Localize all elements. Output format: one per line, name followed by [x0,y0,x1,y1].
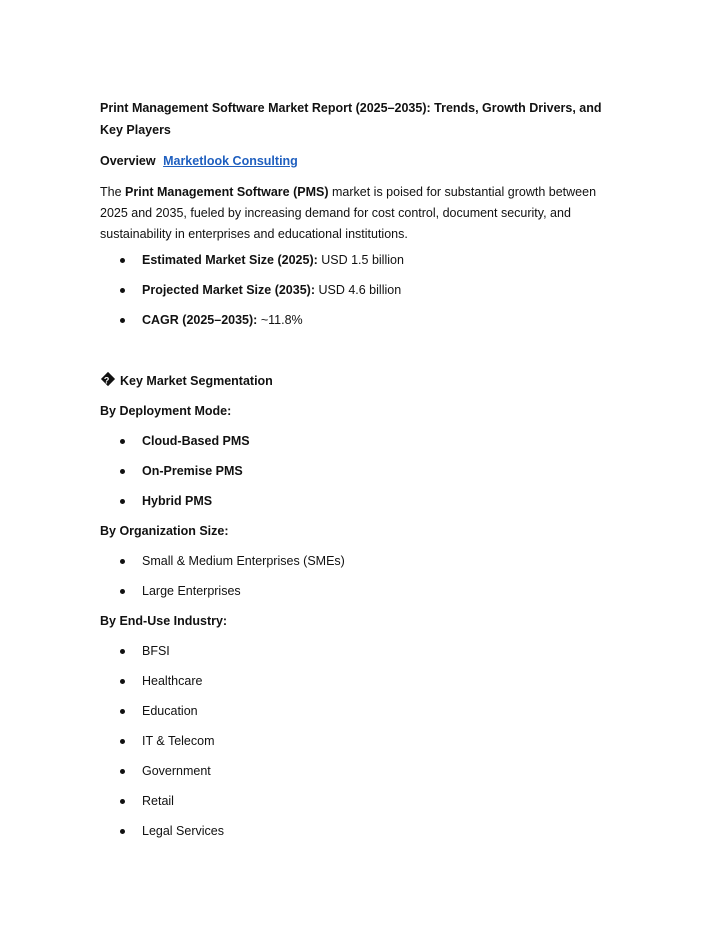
stat-label: CAGR (2025–2035): [142,313,258,327]
list-item [120,671,224,701]
item-text: Legal Services [142,824,224,838]
item-text: Government [142,764,211,778]
overview-label: Overview [100,154,156,168]
list-item [120,761,224,791]
intro-rest: market is poised for substantial growth between 2025 and 2035, fueled by increasing demand for cost control, document security, and sustainability in enterprises and educational institutions. [100,185,597,241]
item-text: Hybrid PMS [142,494,213,508]
stats-list [120,250,404,340]
item-text: Large Enterprises [142,584,241,598]
item-text: Healthcare [142,674,203,688]
item-text: Cloud-Based PMS [142,434,250,448]
list-item [120,821,224,851]
list-item [120,431,250,461]
item-text: Small & Medium Enterprises (SMEs) [142,554,345,568]
stat-label: Estimated Market Size (2025): [142,253,318,267]
intro-lead: The [100,185,126,199]
list-item [120,280,404,310]
overview-line [100,151,298,171]
list-item [120,701,224,731]
item-text: BFSI [142,644,170,658]
deployment-list [120,431,250,521]
list-item [120,461,250,491]
list-item [120,581,345,611]
list-item [120,731,224,761]
item-text: Retail [142,794,174,808]
list-item [120,310,404,340]
intro-paragraph [100,182,620,245]
segmentation-heading [100,371,273,391]
diamond-icon [101,372,115,386]
stat-value: USD 4.6 billion [315,283,402,297]
list-item [120,491,250,521]
list-item [120,250,404,280]
intro-bold: Print Management Software (PMS) [125,185,329,199]
item-text: Education [142,704,198,718]
stat-value: USD 1.5 billion [317,253,404,267]
list-item [120,791,224,821]
marketlook-link[interactable]: Marketlook Consulting [163,154,298,168]
page-title: Print Management Software Market Report (2025–2035): Trends, Growth Drivers, and Key Players [100,101,602,137]
item-text: IT & Telecom [142,734,215,748]
deployment-heading: By Deployment Mode: [100,404,232,418]
end-use-list [120,641,224,851]
org-size-heading: By Organization Size: [100,524,229,538]
end-use-heading: By End-Use Industry: [100,614,228,628]
list-item [120,641,224,671]
stat-label: Projected Market Size (2035): [142,283,315,297]
segmentation-heading-text: Key Market Segmentation [120,374,273,388]
stat-value: ~11.8% [257,313,303,327]
list-item [120,551,345,581]
org-size-list [120,551,345,611]
item-text: On-Premise PMS [142,464,243,478]
